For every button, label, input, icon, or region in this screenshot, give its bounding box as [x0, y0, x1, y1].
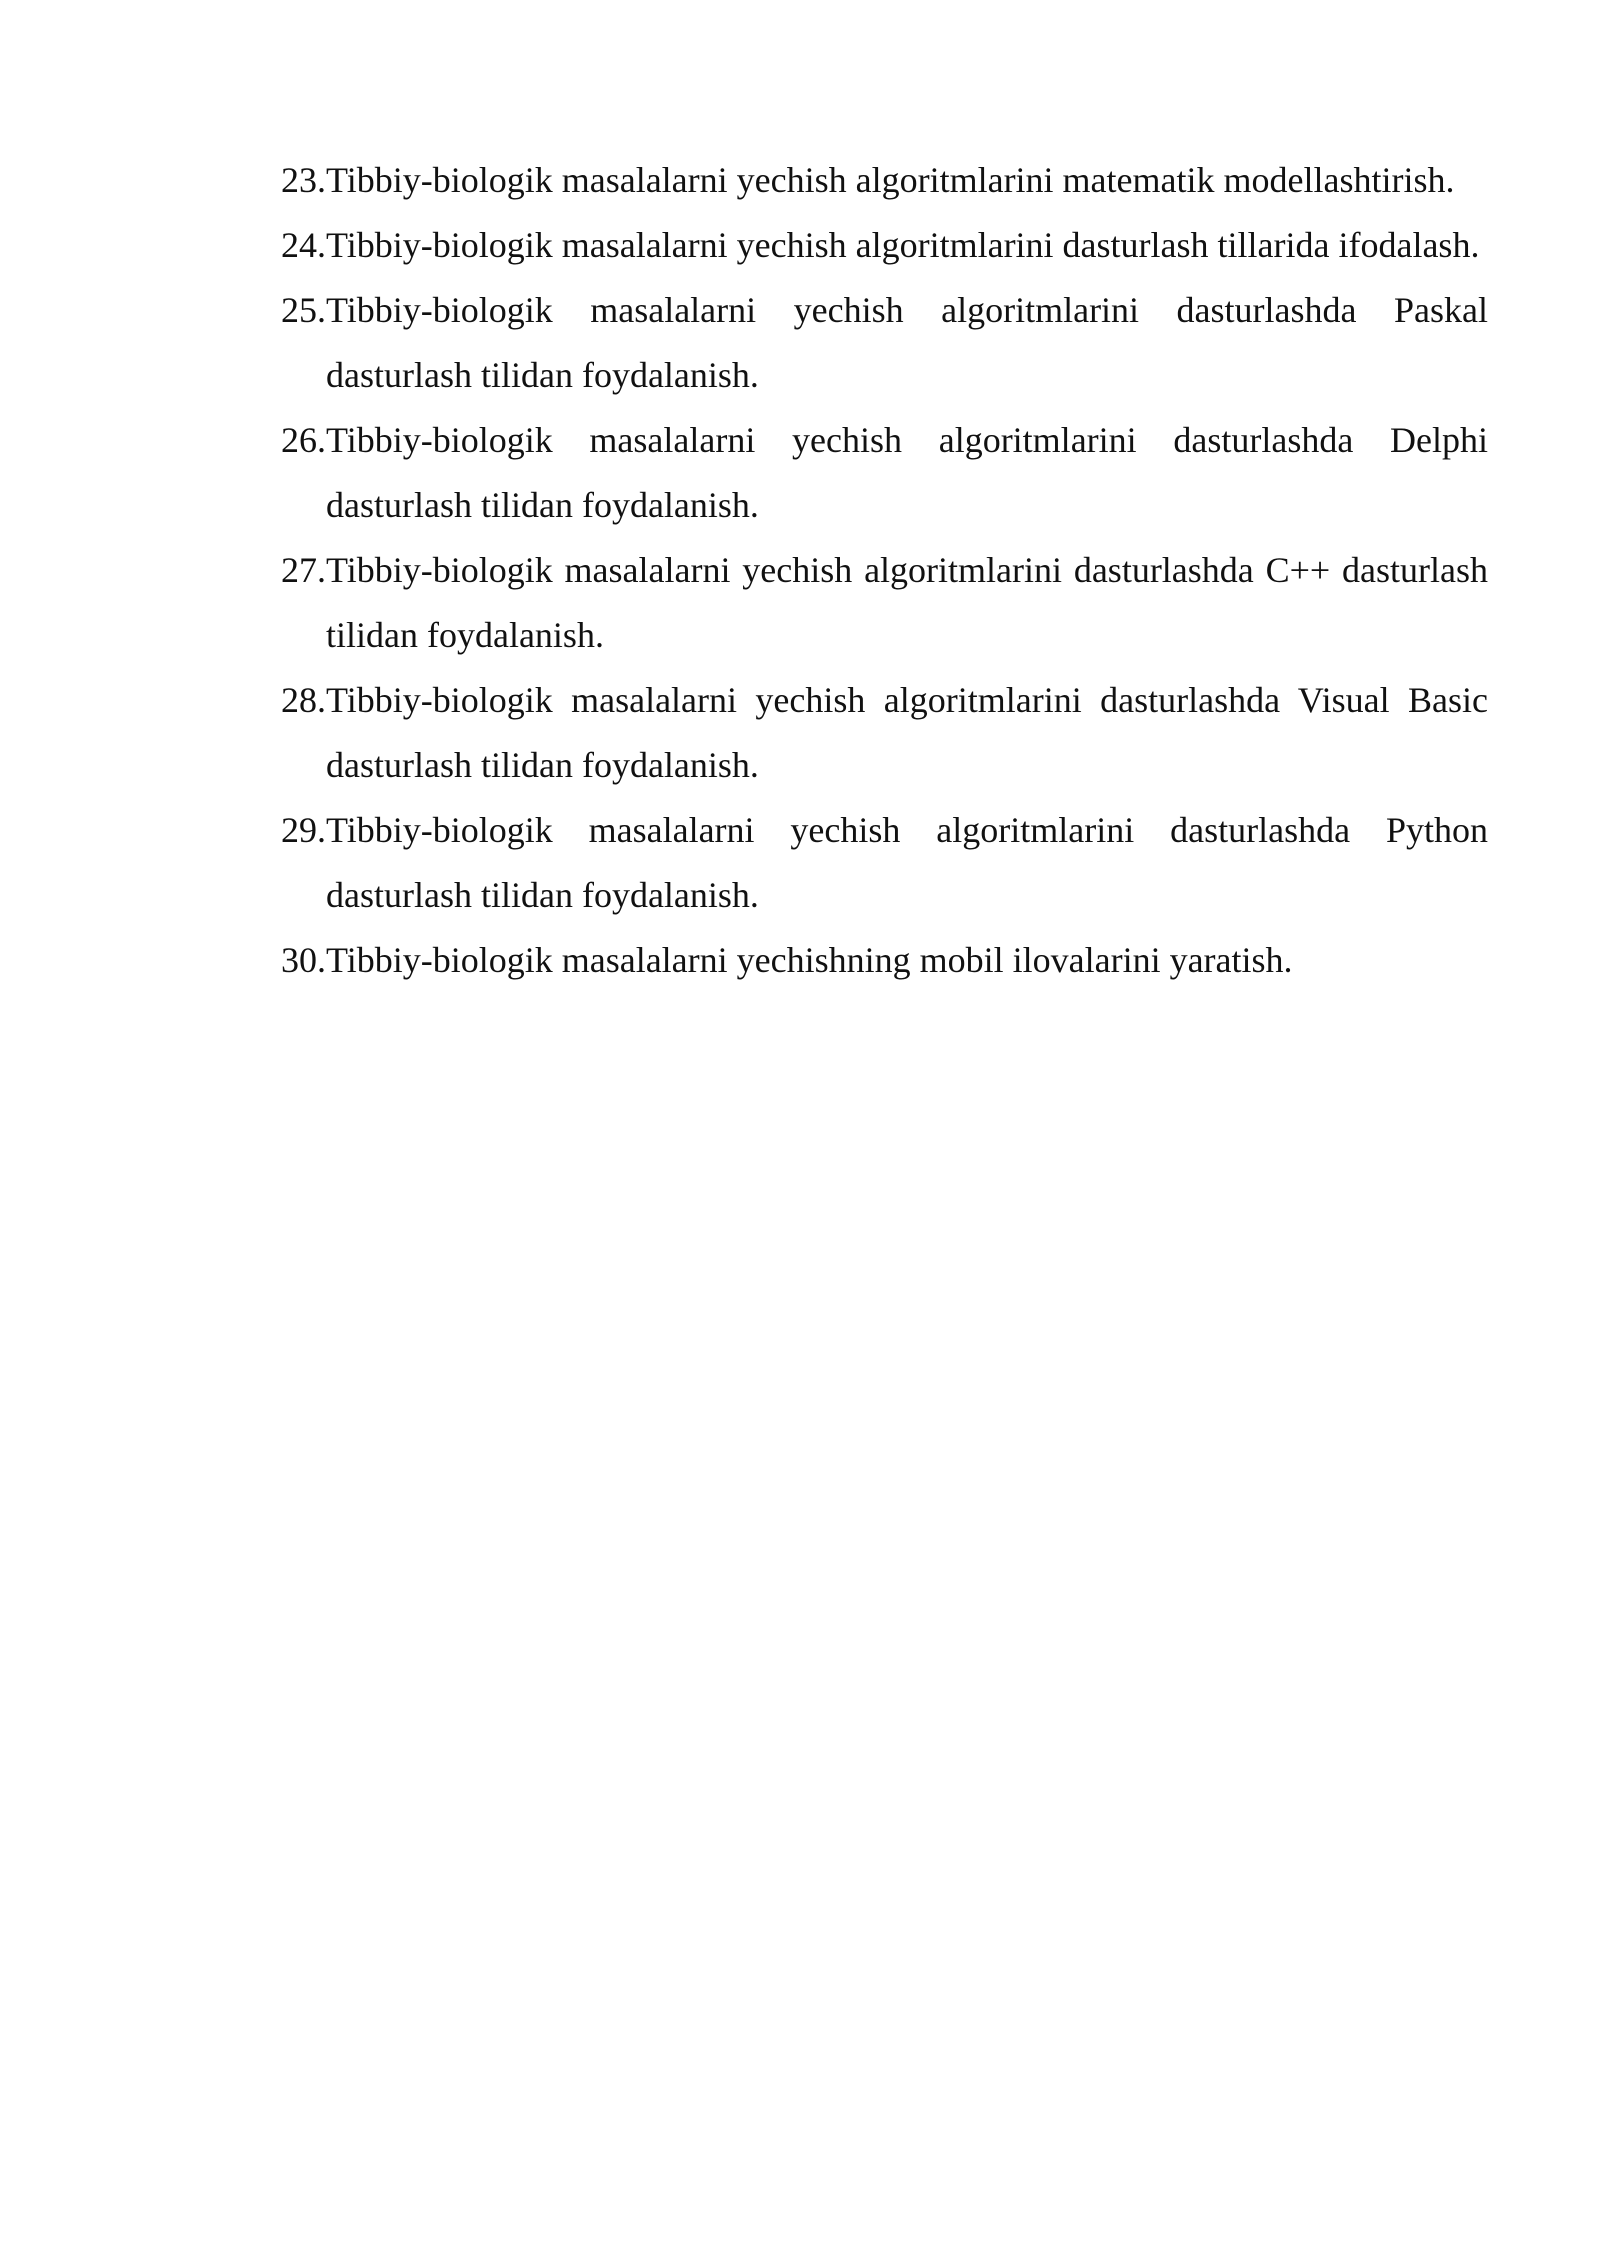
list-item-text: Tibbiy-biologik masalalarni yechish algoritmlarini dasturlashda Delphi dasturlash tilidan foydalanish.	[326, 420, 1488, 525]
topic-list	[276, 148, 1488, 993]
list-item-number: 27.	[281, 550, 326, 590]
list-item-number: 25.	[281, 290, 326, 330]
list-item-number: 24.	[281, 225, 326, 265]
list-item-29	[276, 798, 1488, 928]
list-item-30	[276, 928, 1488, 993]
list-item-number: 30.	[281, 940, 326, 980]
list-item-number: 28.	[281, 680, 326, 720]
list-item-24	[276, 213, 1488, 278]
list-item-text: Tibbiy-biologik masalalarni yechish algoritmlarini dasturlashda C++ dasturlash tilidan foydalanish.	[326, 550, 1488, 655]
list-item-27	[276, 538, 1488, 668]
list-item-number: 26.	[281, 420, 326, 460]
list-item-text: Tibbiy-biologik masalalarni yechish algoritmlarini dasturlash tillarida ifodalash.	[326, 225, 1480, 265]
list-item-text: Tibbiy-biologik masalalarni yechish algoritmlarini dasturlashda Visual Basic dasturlash tilidan foydalanish.	[326, 680, 1488, 785]
list-item-23	[276, 148, 1488, 213]
list-item-text: Tibbiy-biologik masalalarni yechish algoritmlarini dasturlashda Python dasturlash tilidan foydalanish.	[326, 810, 1488, 915]
list-item-text: Tibbiy-biologik masalalarni yechish algoritmlarini matematik modellashtirish.	[326, 160, 1455, 200]
list-item-number: 29.	[281, 810, 326, 850]
list-item-text: Tibbiy-biologik masalalarni yechish algoritmlarini dasturlashda Paskal dasturlash tilidan foydalanish.	[326, 290, 1488, 395]
list-item-text: Tibbiy-biologik masalalarni yechishning mobil ilovalarini yaratish.	[326, 940, 1293, 980]
list-item-28	[276, 668, 1488, 798]
list-item-number: 23.	[281, 160, 326, 200]
list-item-25	[276, 278, 1488, 408]
list-item-26	[276, 408, 1488, 538]
